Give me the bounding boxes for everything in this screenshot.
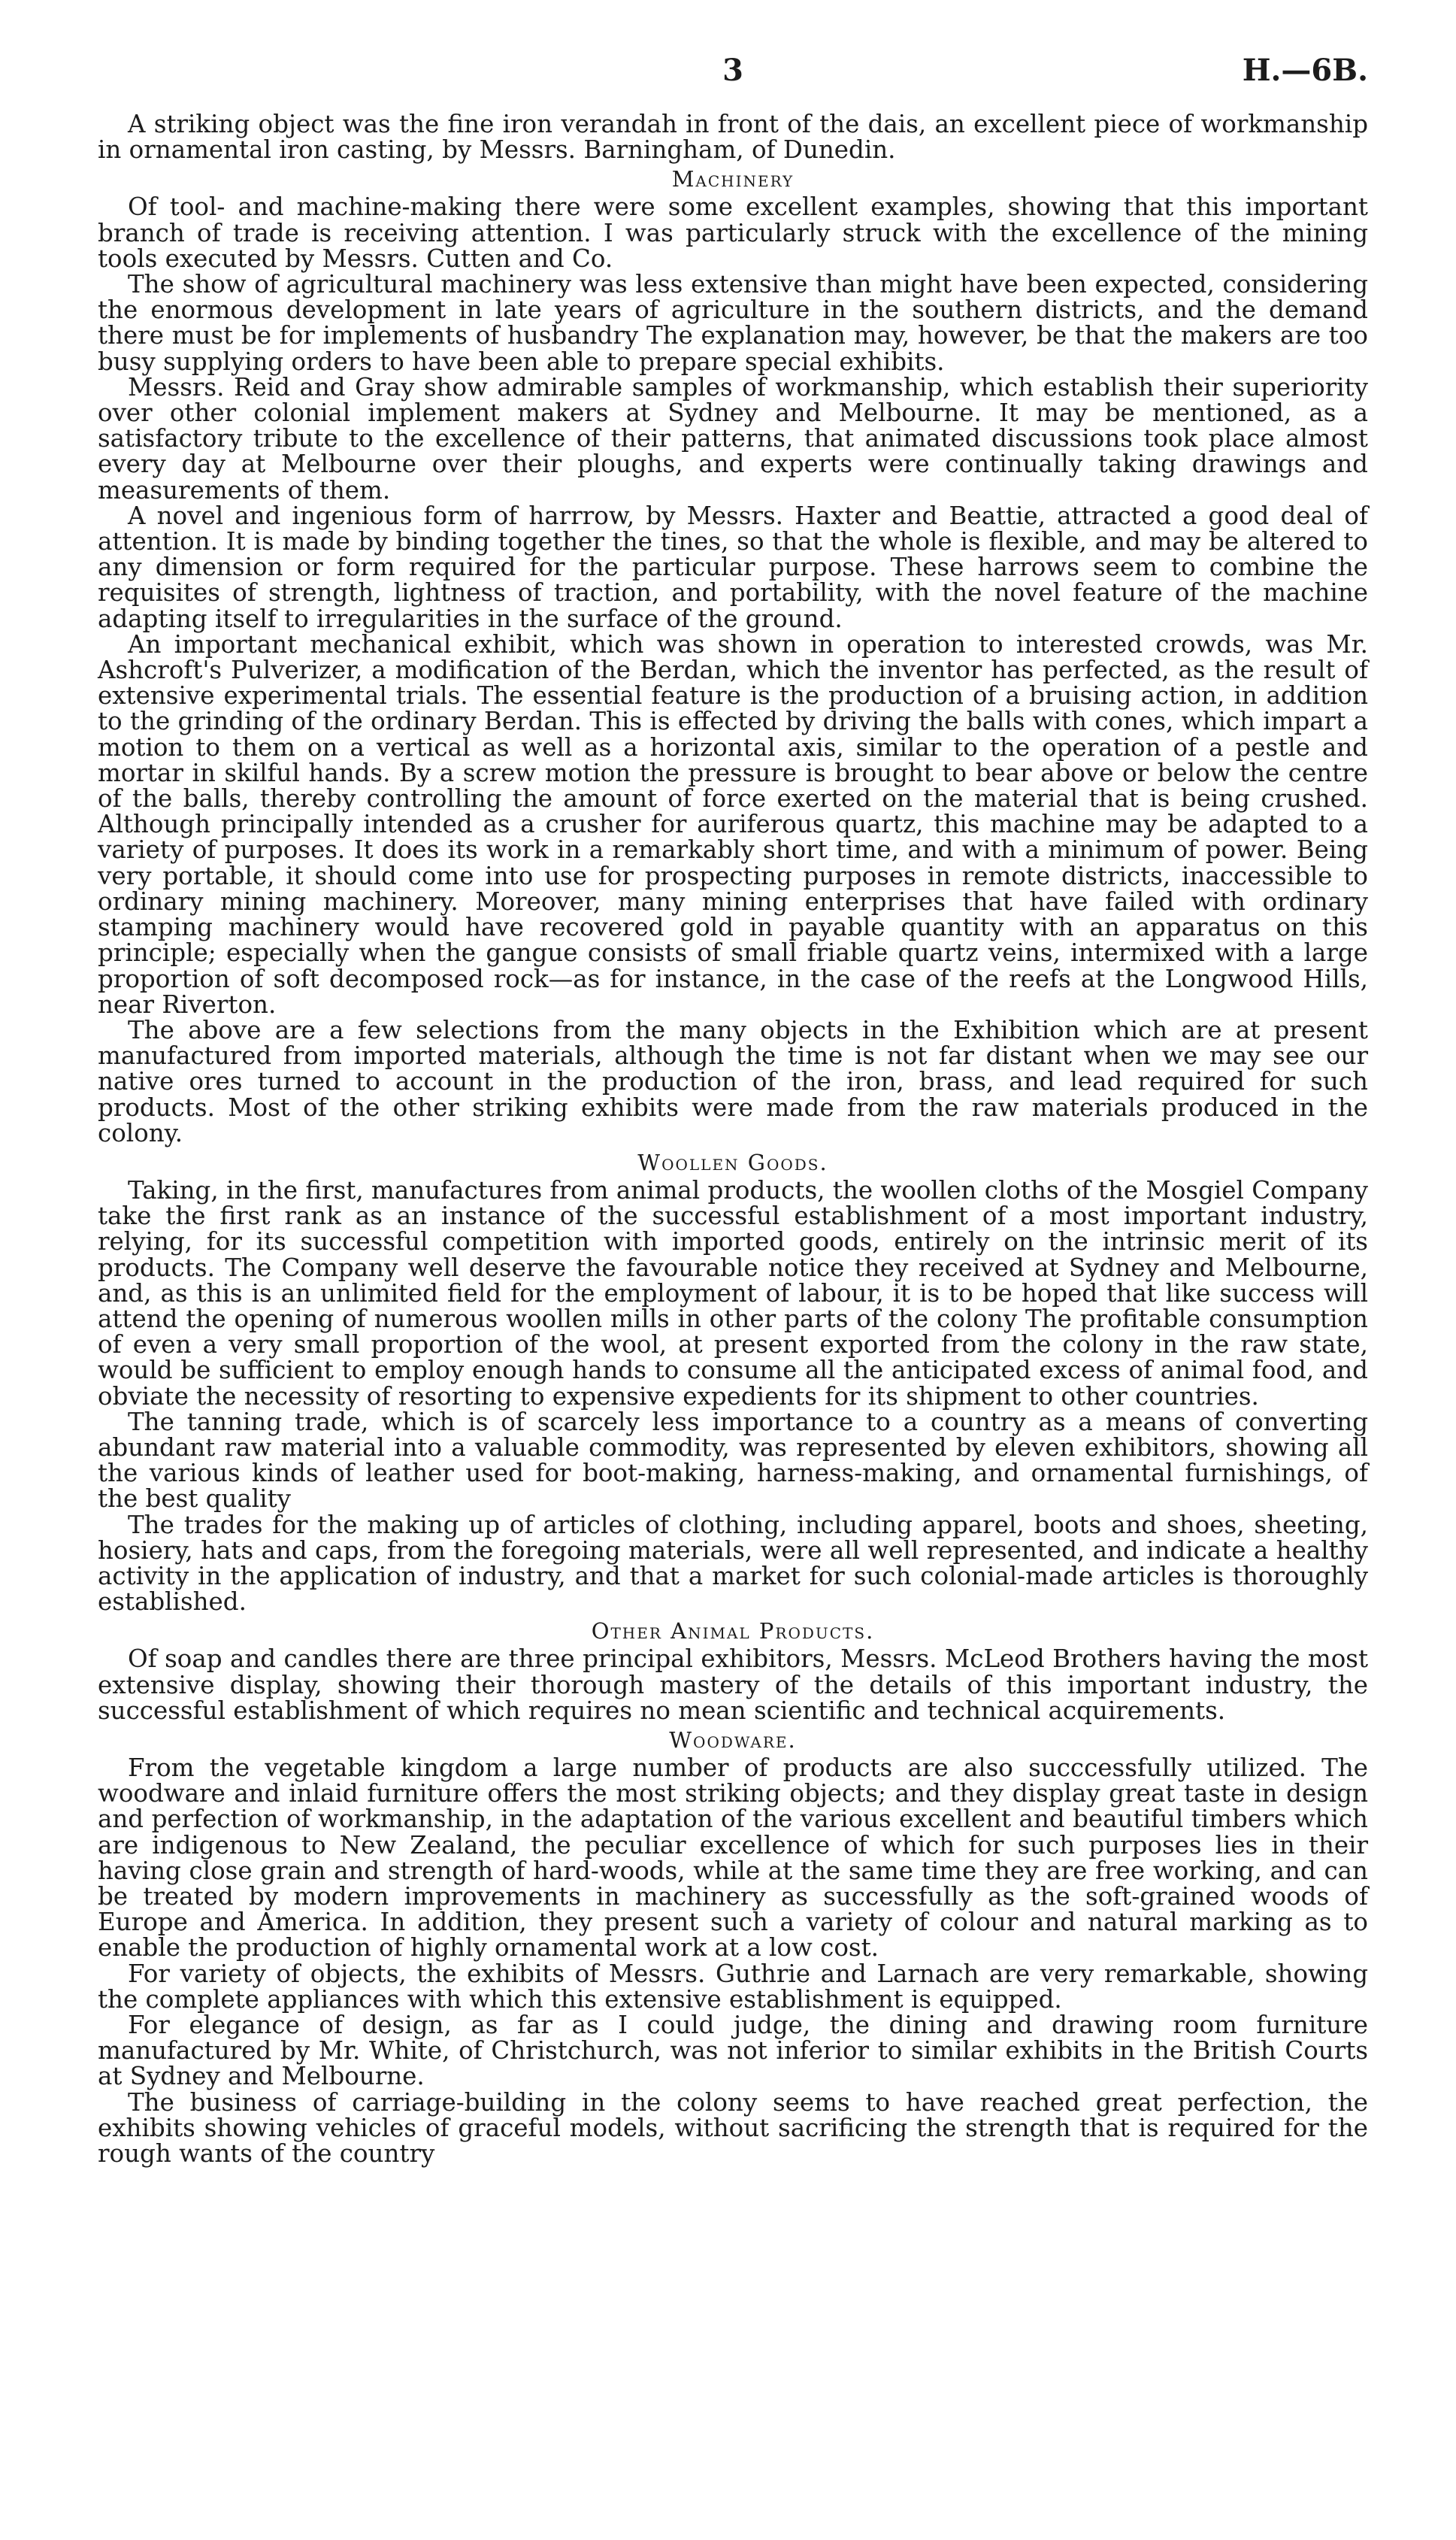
document-page [98,53,1368,2169]
paragraph: For elegance of design, as far as I could judge, the dining and drawing room furniture manufactured by Mr. White, of Christchurch, was not inferior to similar exhibits in the British Courts at Sydney and Melbourne. [98,2011,1368,2091]
paragraph: Taking, in the first, manufactures from animal products, the woollen cloths of the Mosgiel Company take the first rank as an instance of the successful establishment of a most important industry, relying, for its successful competition with imported goods, entirely on the intrinsic merit of its products. The Company well deserve the favourable notice they received at Sydney and Melbourne, and, as this is an unlimited field for the employment of labour, it is to be hoped that like success will attend the opening of numerous woollen mills in other parts of the colony The profitable consumption of even a very small proportion of the wool, at present exported from the colony in the raw state, would be sufficient to employ enough hands to consume all the anticipated excess of animal food, and obviate the necessity of resorting to expensive expedients for its shipment to other countries. [98,1175,1368,1411]
paragraph: Messrs. Reid and Gray show admirable samples of workmanship, which establish their superiority over other colonial implement makers at Sydney and Melbourne. It may be mentioned, as a satisfactory tribute to the excellence of their patterns, that animated discussions took place almost every day at Melbourne over their ploughs, and experts were continually taking drawings and measurements of them. [98,372,1368,505]
paragraph: For variety of objects, the exhibits of Messrs. Guthrie and Larnach are very remarkable, showing the complete appliances with which this extensive establishment is equipped. [98,1959,1368,2014]
section-heading-machinery: Machinery [671,166,795,192]
paragraph: The above are a few selections from the many objects in the Exhibition which are at present manufactured from imported materials, although the time is not far distant when we may see our native ores turned to account in the production of the iron, brass, and lead required for such products. Most of the other striking exhibits were made from the raw materials produced in the colony. [98,1015,1368,1147]
page-header [98,53,1368,98]
paragraph: An important mechanical exhibit, which was shown in operation to interested crowds, was Mr. Ashcroft's Pulverizer, a modification of the Berdan, which the inventor has perfected, as the result of extensive experimental trials. The essential feature is the production of a bruising action, in addition to the grinding of the ordinary Berdan. This is effected by driving the balls with cones, which impart a motion to them on a vertical as well as a horizontal axis, similar to the operation of a pestle and mortar in skilful hands. By a screw motion the pressure is brought to bear above or below the centre of the balls, thereby controlling the amount of force exerted on the material that is being crushed. Although principally intended as a crusher for auriferous quartz, this machine may be adapted to a variety of purposes. It does its work in a remarkably short time, and with a minimum of power. Being very portable, it should come into use for prospecting purposes in remote districts, inaccessible to ordinary mining machinery. Moreover, many mining enterprises that have failed with ordinary stamping machinery would have recovered gold in payable quantity with an apparatus on this principle; especially when the gangue consists of small friable quartz veins, intermixed with a large proportion of soft decomposed rock—as for instance, in the case of the reefs at the Longwood Hills, near Riverton. [98,629,1368,1019]
paragraph: The tanning trade, which is of scarcely less importance to a country as a means of converting abundant raw material into a valuable commodity, was represented by eleven exhibitors, showing all the various kinds of leather used for boot-making, harness-making, and ornamental furnishings, of the best quality [98,1407,1368,1514]
paragraph: The show of agricultural machinery was less extensive than might have been expected, considering the enormous development in late years of agriculture in the southern districts, and the demand there must be for implements of husbandry The explanation may, however, be that the makers are too busy supplying orders to have been able to prepare special exhibits. [98,270,1368,376]
paragraph: The business of carriage-building in the colony seems to have reached great perfection, the exhibits showing vehicles of graceful models, without sacrificing the strength that is required for the rough wants of the country [98,2087,1368,2169]
paragraph: A novel and ingenious form of harrrow, by Messrs. Haxter and Beattie, attracted a good deal of attention. It is made by binding together the tines, so that the whole is flexible, and may be altered to any dimension or form required for the particular purpose. These harrows seem to combine the requisites of strength, lightness of traction, and portability, with the novel feature of the machine adapting itself to irregularities in the surface of the ground. [98,501,1368,633]
page-number: 3 [722,53,743,88]
paragraph: Of soap and candles there are three principal exhibitors, Messrs. McLeod Brothers having the most extensive display, showing their thorough mastery of the details of this important industry, the successful establishment of which requires no mean scientific and technical acquirements. [98,1644,1368,1725]
paragraph: From the vegetable kingdom a large number of products are also succcessfully utilized. The woodware and inlaid furniture offers the most striking objects; and they display great taste in design and perfection of workmanship, in the adaptation of the various excellent and beautiful timbers which are indigenous to New Zealand, the peculiar excellence of which for such purposes lies in their having close grain and strength of hard-woods, while at the same time they are free working, and can be treated by modern improvements in machinery as successfully as the soft-grained woods of Europe and America. In addition, they present such a variety of colour and natural marking as to enable the production of highly ornamental work at a low cost. [98,1753,1368,1963]
paragraph: The trades for the making up of articles of clothing, including apparel, boots and shoes, sheeting, hosiery, hats and caps, from the foregoing materials, were all well represented, and indicate a healthy activity in the application of industry, and that a market for such colonial-made articles is thoroughly established. [98,1510,1368,1617]
section-heading-other-animal-products: Other Animal Products. [591,1618,875,1644]
section-heading-woollen-goods: Woollen Goods. [637,1149,828,1175]
paragraph: A striking object was the fine iron verandah in front of the dais, an excellent piece of workmanship in ornamental iron casting, by Messrs. Barningham, of Dunedin. [98,110,1368,165]
paragraph: Of tool- and machine-making there were some excellent examples, showing that this important branch of trade is receiving attention. I was particularly struck with the excellence of the mining tools executed by Messrs. Cutten and Co. [98,192,1368,273]
section-heading-woodware: Woodware. [669,1726,797,1753]
document-reference: H.—6B. [1242,53,1368,88]
